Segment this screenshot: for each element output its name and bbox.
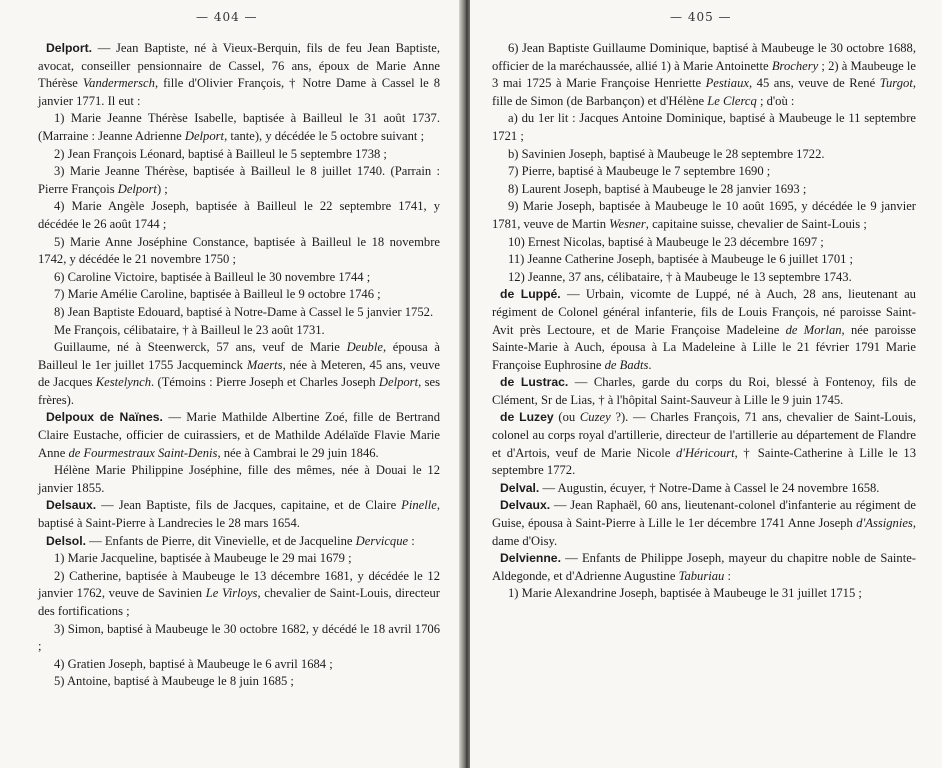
entry-name: Delval.	[500, 480, 540, 495]
entry-name: Delvaux.	[500, 498, 551, 513]
left-page	[0, 0, 462, 768]
paragraph: de Luzey (ou Cuzey ?). — Charles François, 71 ans, chevalier de Saint-Louis, colonel au corps royal d'artillerie, directeur de l'artillerie au département de Flandre et d'Artois, veuf de Marie Nicole d'Héricourt, † Sainte-Catherine à Lille le 13 septembre 1772.	[492, 410, 916, 478]
paragraph: Hélène Marie Philippine Joséphine, fille des mêmes, née à Douai le 12 janvier 1855.	[38, 463, 440, 495]
paragraph: 3) Marie Jeanne Thérèse, baptisée à Bailleul le 8 juillet 1740. (Parrain : Pierre François Delport) ;	[38, 164, 440, 196]
paragraph: 6) Caroline Victoire, baptisée à Bailleul le 30 novembre 1744 ;	[54, 269, 371, 284]
paragraph: de Lustrac. — Charles, garde du corps du Roi, blessé à Fontenoy, fils de Clément, Sr de Lias, † à l'hôpital Saint-Sauveur à Lille le 9 juin 1745.	[492, 375, 916, 407]
paragraph: 12) Jeanne, 37 ans, célibataire, † à Maubeuge le 13 septembre 1743.	[508, 269, 852, 284]
paragraph: Delport. — Jean Baptiste, né à Vieux-Berquin, fils de feu Jean Baptiste, avocat, conseiller pensionnaire de Cassel, 76 ans, époux de Marie Anne Thérèse Vandermersch, fille d'Olivier François, † Notre Dame à Cassel le 8 janvier 1771. Il eut :	[38, 41, 440, 108]
paragraph: 7) Marie Amélie Caroline, baptisée à Bailleul le 9 octobre 1746 ;	[54, 287, 381, 302]
paragraph: a) du 1er lit : Jacques Antoine Dominique, baptisé à Maubeuge le 11 septembre 1721 ;	[492, 111, 916, 143]
paragraph: 6) Jean Baptiste Guillaume Dominique, baptisé à Maubeuge le 30 octobre 1688, officier de la maréchaussée, allié 1) à Marie Antoinette Brochery ; 2) à Maubeuge le 3 mai 1725 à Marie Françoise Henriette Pestiaux, 45 ans, veuve de René Turgot, fille de Simon (de Barbançon) et d'Hélène Le Clercq ; d'où :	[492, 41, 916, 108]
paragraph: 4) Marie Angèle Joseph, baptisée à Bailleul le 22 septembre 1741, y décédée le 26 août 1744 ;	[38, 199, 440, 231]
entry-name: Delpoux de Naïnes.	[46, 410, 163, 425]
paragraph: 9) Marie Joseph, baptisée à Maubeuge le 10 août 1695, y décédée le 9 janvier 1781, veuve de Martin Wesner, capitaine suisse, chevalier de Saint-Louis ;	[492, 199, 916, 231]
paragraph: 4) Gratien Joseph, baptisé à Maubeuge le 6 avril 1684 ;	[54, 656, 333, 671]
paragraph: 2) Catherine, baptisée à Maubeuge le 13 décembre 1681, y décédée le 12 janvier 1762, veuve de Savinien Le Virloys, chevalier de Saint-Louis, directeur des fortifications ;	[38, 568, 440, 618]
right-page	[470, 0, 942, 768]
paragraph: Delvaux. — Jean Raphaël, 60 ans, lieutenant-colonel d'infanterie au régiment de Guise, épousa à Saint-Pierre à Lille le 1er décembre 1741 Anne Joseph d'Assignies, dame d'Oisy.	[492, 498, 916, 548]
entry-name: Delsaux.	[46, 498, 97, 513]
paragraph: 8) Laurent Joseph, baptisé à Maubeuge le 28 janvier 1693 ;	[508, 181, 807, 196]
page-text	[38, 40, 440, 691]
entry-name: de Lustrac.	[500, 375, 569, 390]
paragraph: 8) Jean Baptiste Edouard, baptisé à Notre-Dame à Cassel le 5 janvier 1752.	[54, 304, 434, 319]
paragraph: 10) Ernest Nicolas, baptisé à Maubeuge le 23 décembre 1697 ;	[508, 234, 824, 249]
entry-name: Delvienne.	[500, 551, 561, 566]
paragraph: 2) Jean François Léonard, baptisé à Bailleul le 5 septembre 1738 ;	[54, 146, 387, 161]
paragraph: b) Savinien Joseph, baptisé à Maubeuge le 28 septembre 1722.	[508, 146, 825, 161]
page-number: — 404 —	[196, 10, 258, 24]
paragraph: 7) Pierre, baptisé à Maubeuge le 7 septembre 1690 ;	[508, 164, 771, 179]
paragraph: 1) Marie Alexandrine Joseph, baptisée à Maubeuge le 31 juillet 1715 ;	[508, 586, 862, 601]
paragraph: Delvienne. — Enfants de Philippe Joseph, mayeur du chapitre noble de Sainte-Aldegonde, et d'Adrienne Augustine Taburiau :	[492, 551, 916, 583]
paragraph: de Luppé. — Urbain, vicomte de Luppé, né à Auch, 28 ans, lieutenant au régiment de Colonel général infanterie, fils de Louis François, né paroisse Saint-Avit près Lectoure, et de Marie Françoise Madeleine de Morlan, née paroisse Sainte-Marie à Auch, épousa à La Madeleine à Lille le 21 février 1791 Marie Françoise Euphrosine de Badts.	[492, 287, 916, 372]
paragraph: 5) Marie Anne Joséphine Constance, baptisée à Bailleul le 18 novembre 1742, y décédée le 21 novembre 1750 ;	[38, 234, 440, 267]
entry-name: Delport.	[46, 41, 93, 55]
paragraph: Delsol. — Enfants de Pierre, dit Vinevielle, et de Jacqueline Dervicque :	[46, 533, 415, 548]
paragraph: 3) Simon, baptisé à Maubeuge le 30 octobre 1682, y décédé le 18 avril 1706 ;	[38, 621, 440, 654]
paragraph: 5) Antoine, baptisé à Maubeuge le 8 juin 1685 ;	[54, 674, 294, 689]
entry-name: Delsol.	[46, 533, 86, 548]
entry-name: de Luppé.	[500, 287, 561, 302]
paragraph: 1) Marie Jacqueline, baptisée à Maubeuge le 29 mai 1679 ;	[54, 551, 352, 566]
paragraph: Delsaux. — Jean Baptiste, fils de Jacques, capitaine, et de Claire Pinelle, baptisé à Saint-Pierre à Landrecies le 28 mars 1654.	[38, 498, 440, 531]
paragraph: 1) Marie Jeanne Thérèse Isabelle, baptisée à Bailleul le 31 août 1737. (Marraine : Jeanne Adrienne Delport, tante), y décédée le 5 octobre suivant ;	[38, 111, 440, 143]
paragraph: Delpoux de Naïnes. — Marie Mathilde Albertine Zoé, fille de Bertrand Claire Eustache, officier de cuirassiers, et de Mathilde Adélaïde Flavie Marie Anne de Fourmestraux Saint-Denis, née à Cambrai le 29 juin 1846.	[38, 410, 440, 460]
paragraph: Me François, célibataire, † à Bailleul le 23 août 1731.	[54, 322, 325, 337]
entry-name: de Luzey	[500, 410, 554, 425]
paragraph: 11) Jeanne Catherine Joseph, baptisée à Maubeuge le 6 juillet 1701 ;	[508, 252, 854, 267]
page-text	[492, 40, 916, 603]
page-number: — 405 —	[670, 10, 732, 24]
paragraph: Guillaume, né à Steenwerck, 57 ans, veuf de Marie Deuble, épousa à Bailleul le 1er juillet 1755 Jacqueminck Maerts, née à Meteren, 45 ans, veuve de Jacques Kestelynch. (Témoins : Pierre Joseph et Charles Joseph Delport, ses frères).	[38, 340, 440, 407]
paragraph: Delval. — Augustin, écuyer, † Notre-Dame à Cassel le 24 novembre 1658.	[500, 480, 880, 495]
